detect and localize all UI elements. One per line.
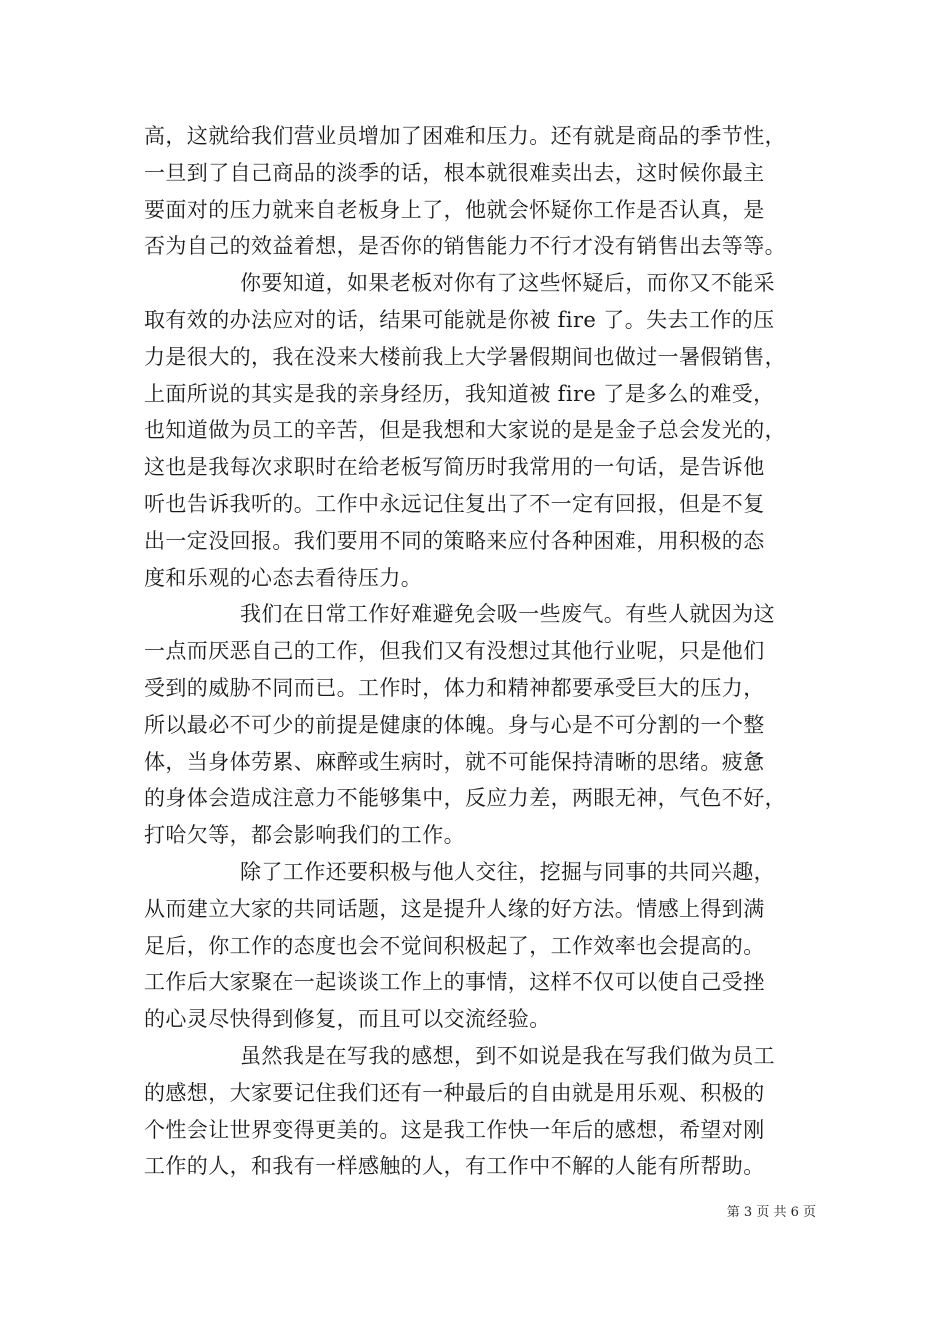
text-line: 的心灵尽快得到修复，而且可以交流经验。 [144, 1007, 551, 1032]
text-line: 受到的威胁不同而已。工作时，体力和精神都要承受巨大的压力， [144, 675, 765, 700]
text-line: 我们在日常工作好难避免会吸一些废气。有些人就因为这 [240, 602, 775, 627]
text-line: 度和乐观的心态去看待压力。 [144, 565, 423, 590]
document-body [144, 118, 816, 1185]
paragraph [144, 265, 816, 596]
paragraph [144, 118, 816, 265]
text-line: 要面对的压力就来自老板身上了，他就会怀疑你工作是否认真，是 [144, 197, 765, 222]
text-line: 所以最必不可少的前提是健康的体魄。身与心是不可分割的一个整 [144, 712, 765, 737]
text-line: 工作后大家聚在一起谈谈工作上的事情，这样不仅可以使自己受挫 [144, 970, 765, 995]
text-line: 一点而厌恶自己的工作，但我们又有没想过其他行业呢，只是他们 [144, 639, 765, 664]
text-line: 也知道做为员工的辛苦，但是我想和大家说的是是金子总会发光的， [144, 418, 786, 443]
text-line: 从而建立大家的共同话题，这是提升人缘的好方法。情感上得到满 [144, 896, 765, 921]
text-line: 个性会让世界变得更美的。这是我工作快一年后的感想，希望对刚 [144, 1117, 765, 1142]
text-line: 这也是我每次求职时在给老板写简历时我常用的一句话，是告诉他 [144, 455, 765, 480]
paragraph [144, 596, 816, 854]
text-line: 的身体会造成注意力不能够集中，反应力差，两眼无神，气色不好， [144, 786, 786, 811]
text-line: 工作的人，和我有一样感触的人，有工作中不解的人能有所帮助。 [144, 1154, 765, 1179]
text-line: 体，当身体劳累、麻醉或生病时，就不可能保持清晰的思绪。疲惫 [144, 749, 765, 774]
text-line: 取有效的办法应对的话，结果可能就是你被 fire 了。失去工作的压 [144, 307, 775, 332]
text-line: 否为自己的效益着想，是否你的销售能力不行才没有销售出去等等。 [144, 234, 786, 259]
text-line: 虽然我是在写我的感想，到不如说是我在写我们做为员工 [240, 1043, 775, 1068]
text-line: 一旦到了自己商品的淡季的话，根本就很难卖出去，这时候你最主 [144, 160, 765, 185]
text-line: 听也告诉我听的。工作中永远记住复出了不一定有回报，但是不复 [144, 491, 765, 516]
text-line: 力是很大的，我在没来大楼前我上大学暑假期间也做过一暑假销售， [144, 344, 786, 369]
text-line: 打哈欠等，都会影响我们的工作。 [144, 823, 465, 848]
text-line: 高，这就给我们营业员增加了困难和压力。还有就是商品的季节性， [144, 124, 786, 148]
text-line: 你要知道，如果老板对你有了这些怀疑后，而你又不能采 [240, 271, 775, 296]
text-line: 足后，你工作的态度也会不觉间积极起了，工作效率也会提高的。 [144, 933, 765, 958]
paragraph [144, 1038, 816, 1185]
paragraph [144, 854, 816, 1038]
text-line: 出一定没回报。我们要用不同的策略来应付各种困难，用积极的态 [144, 528, 765, 553]
text-line: 上面所说的其实是我的亲身经历，我知道被 fire 了是多么的难受， [144, 381, 775, 406]
text-line: 的感想，大家要记住我们还有一种最后的自由就是用乐观、积极的 [144, 1080, 765, 1105]
page-number: 第 3 页 共 6 页 [726, 1205, 816, 1220]
text-line: 除了工作还要积极与他人交往，挖掘与同事的共同兴趣， [240, 859, 775, 884]
